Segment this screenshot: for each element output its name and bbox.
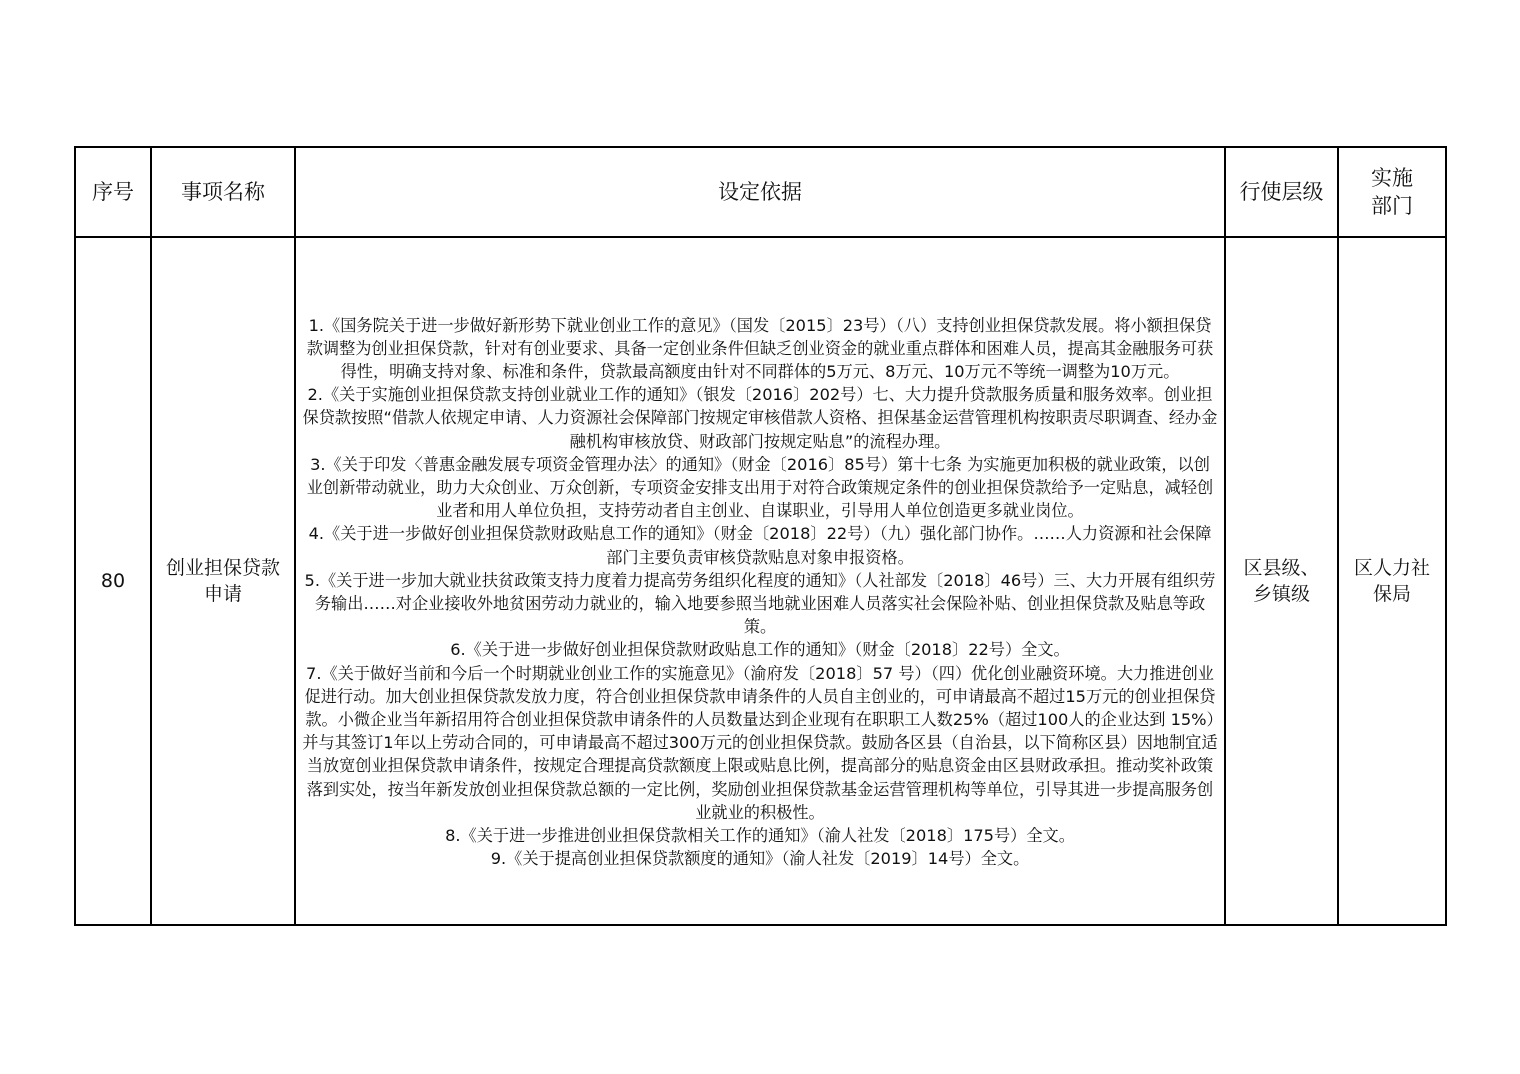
row-level-line1: 区县级、 <box>1243 557 1320 579</box>
header-seq: 序号 <box>75 147 151 237</box>
basis-item-2: 2.《关于实施创业担保贷款支持创业就业工作的通知》（银发〔2016〕202号）七、大力提升贷款服务质量和服务效率。创业担保贷款按照“借款人依规定申请、人力资源社会保障部门按规定审核借款人资格、担保基金运营管理机构按职责尽职调查、经办金融机构审核放贷、财政部门按规定贴息”的流程办理。 <box>302 385 1218 451</box>
row-dept <box>1338 237 1446 925</box>
basis-item-5: 5.《关于进一步加大就业扶贫政策支持力度着力提高劳务组织化程度的通知》（人社部发〔2018〕46号）三、大力开展有组织劳务输出……对企业接收外地贫困劳动力就业的，输入地要参照当地就业困难人员落实社会保险补贴、创业担保贷款及贴息等政策。 <box>304 570 1216 637</box>
row-basis <box>295 237 1225 925</box>
basis-item-3: 3.《关于印发〈普惠金融发展专项资金管理办法〉的通知》（财金〔2016〕85号）第十七条 为实施更加积极的就业政策，以创业创新带动就业，助力大众创业、万众创新，专项资金安排支出用于对符合政策规定条件的创业担保贷款给予一定贴息，减轻创业者和用人单位负担，支持劳动者自主创业、自谋职业，引导用人单位创造更多就业岗位。 <box>306 454 1214 521</box>
basis-item-6: 6.《关于进一步做好创业担保贷款财政贴息工作的通知》（财金〔2018〕22号）全文。 <box>450 640 1070 660</box>
row-item-name <box>151 237 295 925</box>
basis-item-4: 4.《关于进一步做好创业担保贷款财政贴息工作的通知》（财金〔2018〕22号）（九）强化部门协作。……人力资源和社会保障部门主要负责审核贷款贴息对象申报资格。 <box>308 524 1212 567</box>
policy-table <box>74 146 1447 926</box>
row-level-line2: 乡镇级 <box>1252 583 1310 605</box>
header-level: 行使层级 <box>1225 147 1338 237</box>
header-item-name: 事项名称 <box>151 147 295 237</box>
basis-item-1: 1.《国务院关于进一步做好新形势下就业创业工作的意见》（国发〔2015〕23号）（八）支持创业担保贷款发展。将小额担保贷款调整为创业担保贷款，针对有创业要求、具备一定创业条件但缺乏创业资金的就业重点群体和困难人员，提高其金融服务可获得性，明确支持对象、标准和条件，贷款最高额度由针对不同群体的5万元、8万元、10万元不等统一调整为10万元。 <box>306 315 1214 381</box>
basis-text <box>296 292 1224 871</box>
row-item-name-line2: 申请 <box>203 583 242 605</box>
row-level <box>1225 237 1338 925</box>
header-basis: 设定依据 <box>295 147 1225 237</box>
header-dept <box>1338 147 1446 237</box>
table-row <box>75 237 1446 925</box>
row-dept-line1: 区人力社 <box>1353 557 1430 579</box>
row-item-name-line1: 创业担保贷款 <box>165 557 280 579</box>
basis-item-7: 7.《关于做好当前和今后一个时期就业创业工作的实施意见》（渝府发〔2018〕57 号）（四）优化创业融资环境。大力推进创业促进行动。加大创业担保贷款发放力度，符合创业担保贷款申请条件的人员自主创业的，可申请最高不超过15万元的创业担保贷款。小微企业当年新招用符合创业担保贷款申请条件的人员数量达到企业现有在职职工人数25%（超过100人的企业达到 15%）并与其签订1年以上劳动合同的，可申请最高不超过300万元的创业担保贷款。鼓励各区县（自治县，以下简称区县）因地制宜适当放宽创业担保贷款申请条件，按规定合理提高贷款额度上限或贴息比例，提高部分的贴息资金由区县财政承担。推动奖补政策落到实处，按当年新发放创业担保贷款总额的一定比例，奖励创业担保贷款基金运营管理机构等单位，引导其进一步提高服务创业就业的积极性。 <box>302 663 1218 822</box>
row-seq: 80 <box>75 237 151 925</box>
header-row <box>75 147 1446 237</box>
header-dept-line2: 部门 <box>1371 194 1413 218</box>
basis-item-9: 9.《关于提高创业担保贷款额度的通知》（渝人社发〔2019〕14号）全文。 <box>490 849 1030 869</box>
header-dept-line1: 实施 <box>1371 166 1413 190</box>
basis-item-8: 8.《关于进一步推进创业担保贷款相关工作的通知》（渝人社发〔2018〕175号）全文。 <box>445 826 1075 846</box>
row-dept-line2: 保局 <box>1372 583 1411 605</box>
